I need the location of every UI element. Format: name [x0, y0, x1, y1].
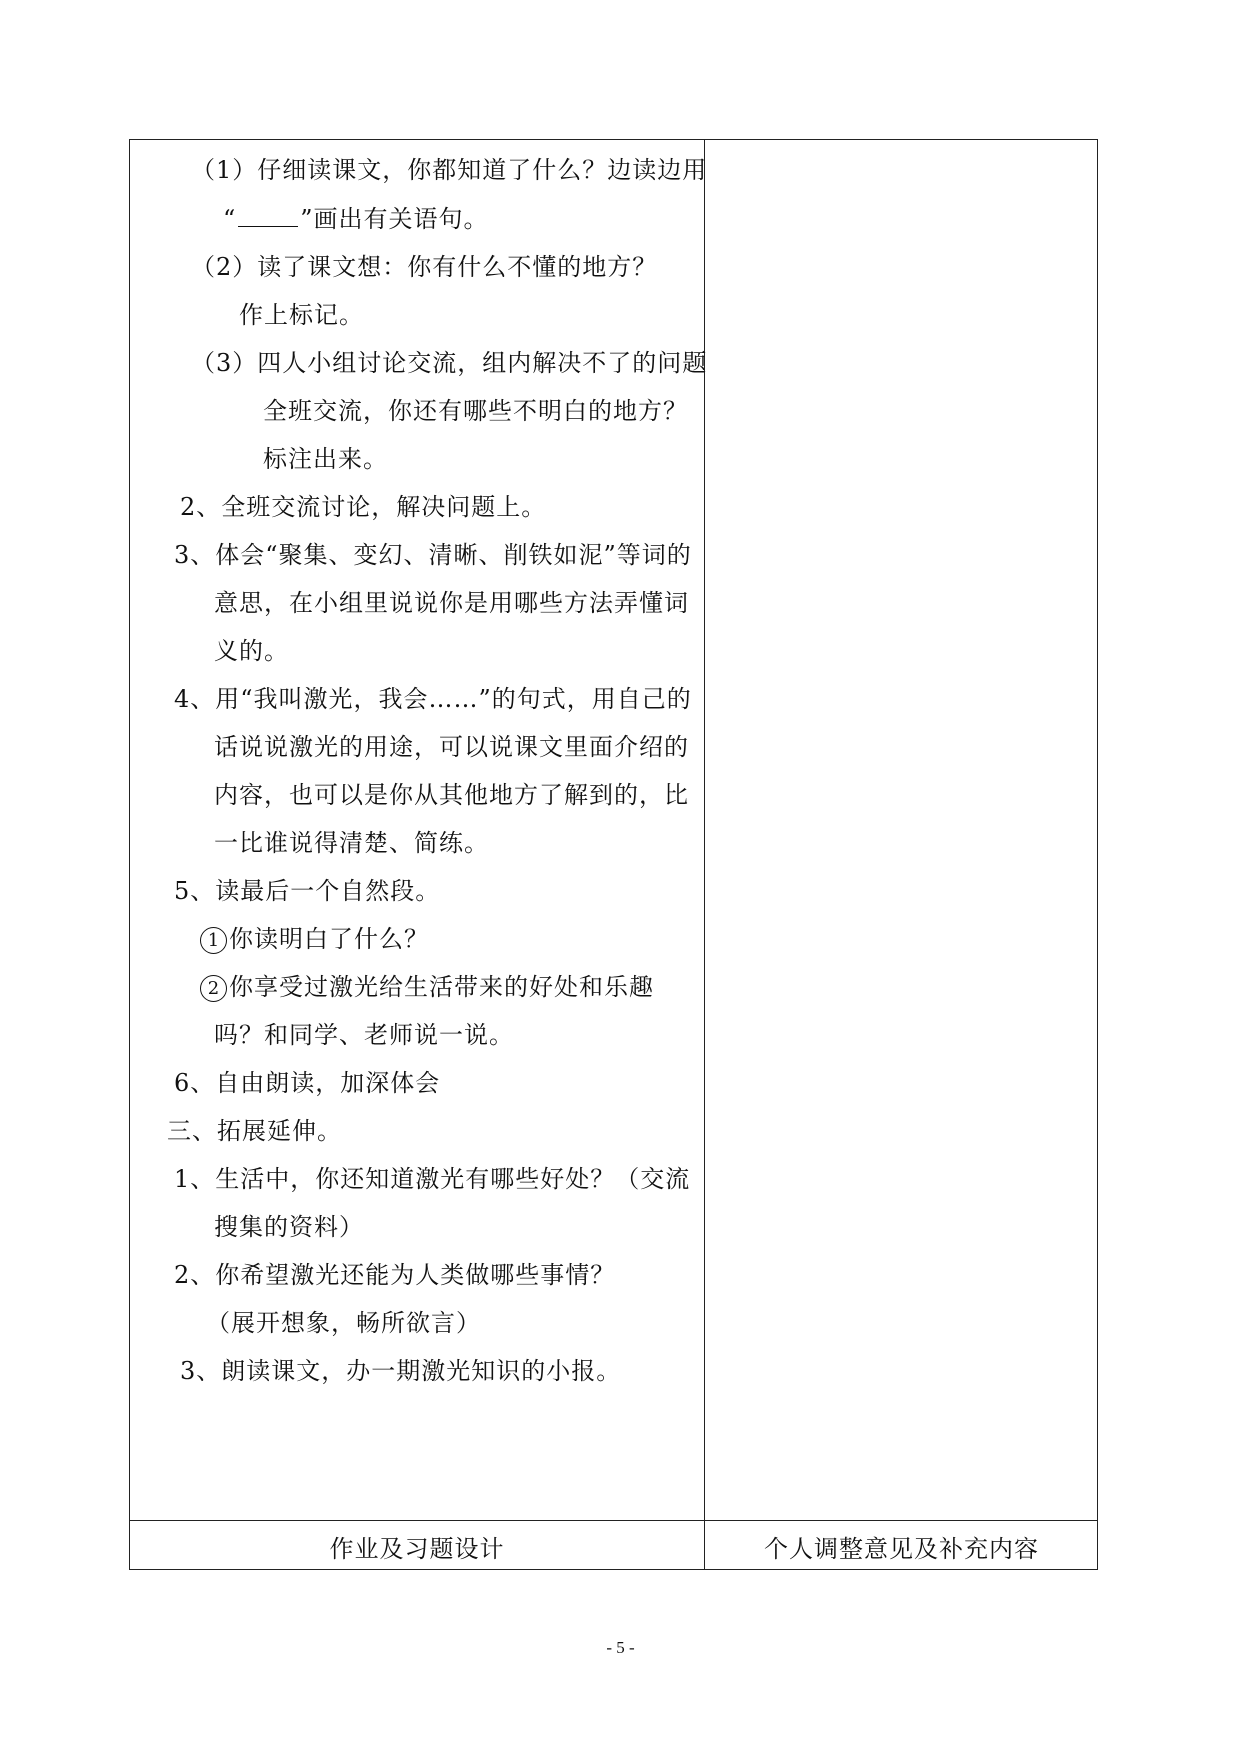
row-divider	[130, 1520, 1097, 1521]
content-line: 2、你希望激光还能为人类做哪些事情？	[174, 1261, 616, 1289]
content-line: 义的。	[214, 637, 289, 665]
circled-number: 2	[200, 975, 227, 1002]
content-line: （3）四人小组讨论交流，组内解决不了的问题	[191, 349, 708, 377]
content-line: 5、读最后一个自然段。	[174, 877, 441, 905]
content-line: 搜集的资料）	[214, 1213, 364, 1241]
content-line: 标注出来。	[263, 445, 388, 473]
content-line: 全班交流，你还有哪些不明白的地方？	[263, 397, 688, 425]
content-line: （展开想象，畅所欲言）	[206, 1309, 481, 1337]
personal-adjustment-heading: 个人调整意见及补充内容	[764, 1535, 1039, 1563]
content-line: （1）仔细读课文，你都知道了什么？边读边用	[191, 156, 708, 184]
circled-number: 1	[200, 927, 227, 954]
content-line: 作上标记。	[239, 301, 364, 329]
content-line: 意思，在小组里说说你是用哪些方法弄懂词	[214, 589, 689, 617]
lesson-plan-table	[129, 139, 1098, 1570]
content-line: 3、体会“聚集、变幻、清晰、削铁如泥”等词的	[174, 541, 692, 569]
content-line: “ ”画出有关语句。	[223, 205, 489, 233]
fill-in-blank	[238, 206, 298, 227]
content-line: 吗？和同学、老师说一说。	[214, 1021, 514, 1049]
content-line: 内容，也可以是你从其他地方了解到的，比	[214, 781, 689, 809]
content-line: 4、用“我叫激光，我会……”的句式，用自己的	[174, 685, 692, 713]
content-line: 三、拓展延伸。	[167, 1117, 342, 1145]
content-line: 3、朗读课文，办一期激光知识的小报。	[180, 1357, 622, 1385]
content-line: 2、全班交流讨论，解决问题上。	[180, 493, 547, 521]
page-number: - 5 -	[606, 1638, 635, 1657]
content-line: （2）读了课文想：你有什么不懂的地方？	[191, 253, 658, 281]
content-line: 一比谁说得清楚、简练。	[214, 829, 489, 857]
content-line: 2 你享受过激光给生活带来的好处和乐趣	[200, 972, 654, 1002]
content-line: 1 你读明白了什么？	[200, 924, 429, 954]
content-line: 话说说激光的用途，可以说课文里面介绍的	[214, 733, 689, 761]
content-line: 6、自由朗读，加深体会	[174, 1069, 441, 1097]
content-line: 1、生活中，你还知道激光有哪些好处？（交流	[174, 1165, 691, 1193]
homework-design-heading: 作业及习题设计	[329, 1535, 505, 1563]
